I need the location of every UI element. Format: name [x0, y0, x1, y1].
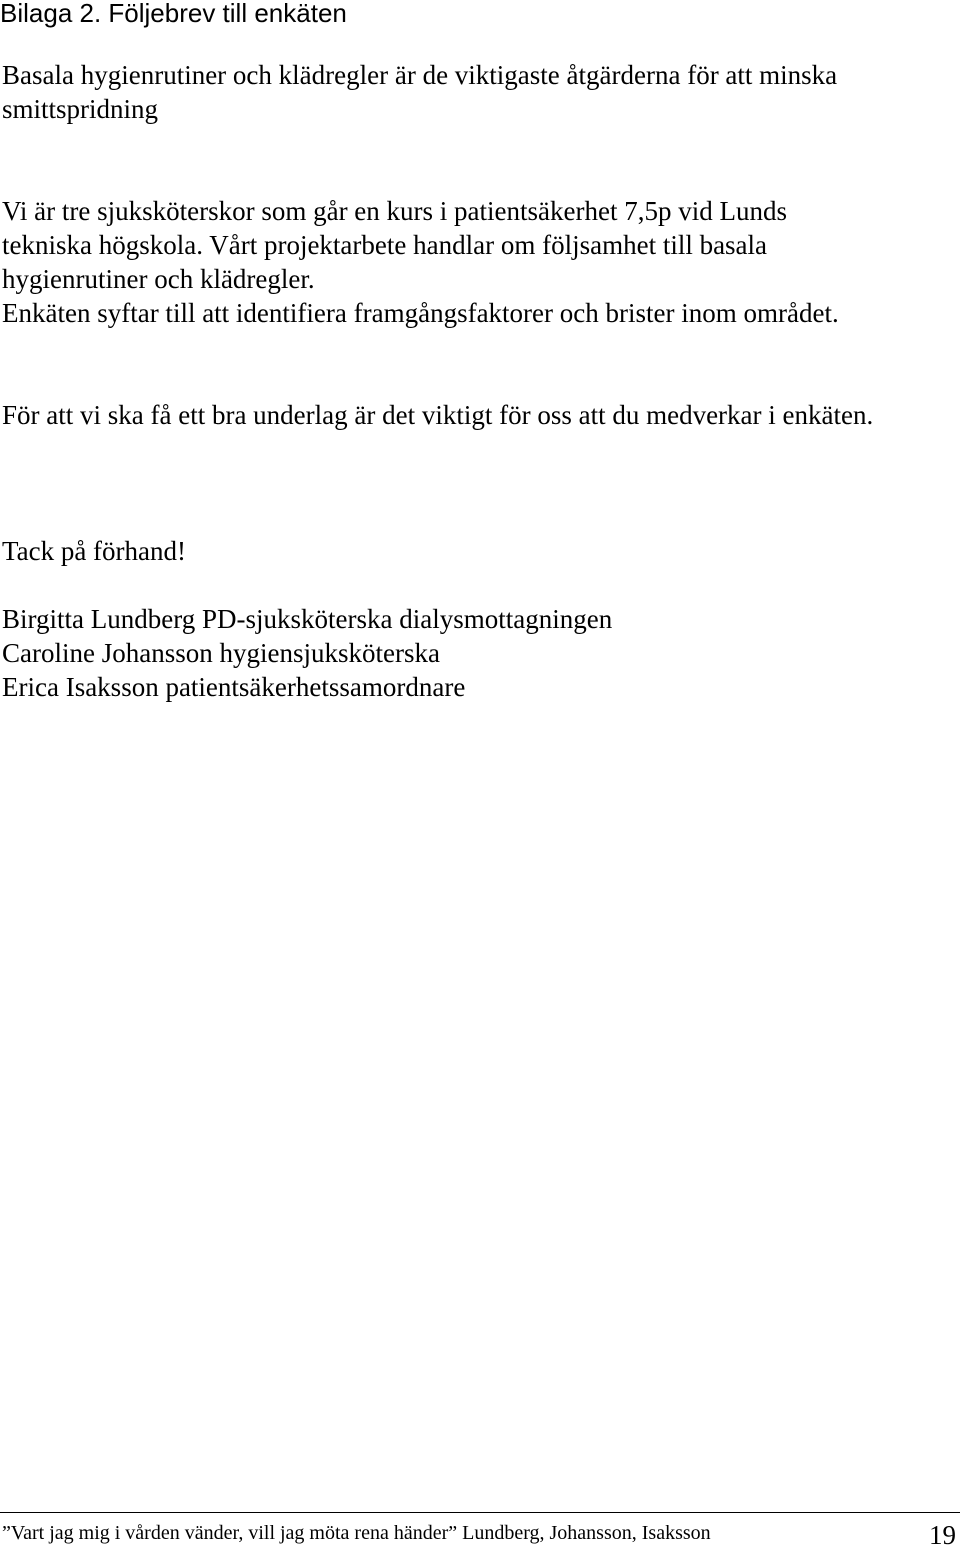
purpose-line: Vi är tre sjuksköterskor som går en kurs i patientsäkerhet 7,5p vid Lunds: [2, 196, 787, 226]
footer-divider: [0, 1512, 960, 1513]
footer-text: ”Vart jag mig i vården vänder, vill jag möta rena händer” Lundberg, Johansson, Isaksson: [2, 1522, 711, 1544]
purpose-line: hygienrutiner och klädregler.: [2, 264, 315, 294]
intro-line: Basala hygienrutiner och klädregler är de viktigaste åtgärderna för att minska: [2, 60, 838, 90]
signature-line: Caroline Johansson hygiensjuksköterska: [2, 638, 440, 668]
purpose-line: tekniska högskola. Vårt projektarbete handlar om följsamhet till basala: [2, 230, 768, 260]
intro-line: smittspridning: [2, 94, 159, 124]
purpose-line: Enkäten syftar till att identifiera framgångsfaktorer och brister inom området.: [2, 298, 839, 328]
document-heading: Bilaga 2. Följebrev till enkäten: [0, 0, 347, 28]
request-paragraph: För att vi ska få ett bra underlag är det viktigt för oss att du medverkar i enkäten.: [2, 400, 874, 430]
signature-line: Erica Isaksson patientsäkerhetssamordnare: [2, 672, 466, 702]
signature-line: Birgitta Lundberg PD-sjuksköterska dialysmottagningen: [2, 604, 613, 634]
page-number: 19: [929, 1520, 956, 1550]
thanks-line: Tack på förhand!: [2, 536, 187, 566]
